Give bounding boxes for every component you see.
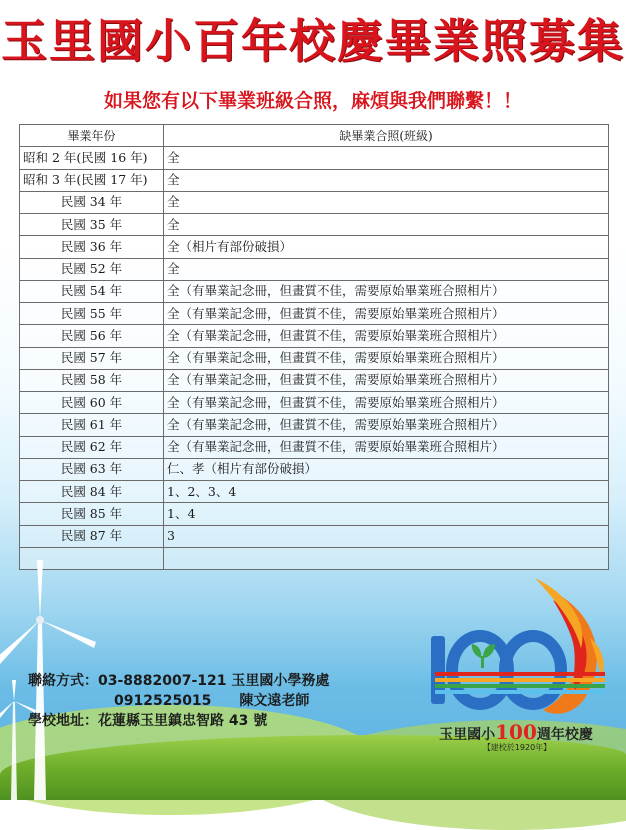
row-classes: 全（有畢業記念冊，但畫質不佳，需要原始畢業班合照相片）	[164, 325, 609, 347]
row-year: 民國 85 年	[20, 503, 164, 525]
row-year: 民國 36 年	[20, 236, 164, 258]
row-classes	[164, 547, 609, 569]
row-classes: 3	[164, 525, 609, 547]
row-classes: 全（有畢業記念冊，但畫質不佳，需要原始畢業班合照相片）	[164, 369, 609, 391]
missing-photos-table	[19, 124, 609, 570]
row-year: 昭和 2 年(民國 16 年)	[20, 147, 164, 169]
table-row	[20, 458, 609, 480]
contact-mobile-row	[28, 691, 329, 711]
row-year: 民國 55 年	[20, 303, 164, 325]
table-row	[20, 369, 609, 391]
row-classes: 全（有畢業記念冊，但畫質不佳，需要原始畢業班合照相片）	[164, 280, 609, 302]
row-year: 民國 54 年	[20, 280, 164, 302]
row-year: 民國 60 年	[20, 392, 164, 414]
header-classes: 缺畢業合照(班級)	[164, 125, 609, 147]
row-year: 民國 34 年	[20, 191, 164, 213]
contact-info	[28, 671, 329, 731]
table-row	[20, 436, 609, 458]
row-year: 昭和 3 年(民國 17 年)	[20, 169, 164, 191]
table-row	[20, 236, 609, 258]
row-year: 民國 61 年	[20, 414, 164, 436]
row-classes: 全	[164, 147, 609, 169]
table-row	[20, 214, 609, 236]
header-year: 畢業年份	[20, 125, 164, 147]
row-year: 民國 63 年	[20, 458, 164, 480]
table-row	[20, 525, 609, 547]
address-label: 學校地址：	[28, 713, 98, 729]
row-year: 民國 62 年	[20, 436, 164, 458]
row-classes: 1、4	[164, 503, 609, 525]
row-classes: 全	[164, 169, 609, 191]
table-row	[20, 147, 609, 169]
poster-subtitle: 如果您有以下畢業班級合照，麻煩與我們聯繫！！	[103, 90, 522, 112]
table-row	[20, 169, 609, 191]
logo-prefix: 玉里國小	[439, 727, 496, 743]
row-classes: 全（有畢業記念冊，但畫質不佳，需要原始畢業班合照相片）	[164, 436, 609, 458]
table-row	[20, 258, 609, 280]
table-row	[20, 280, 609, 302]
table-row	[20, 303, 609, 325]
mobile-value: 0912525015 陳文遠老師	[114, 693, 310, 709]
table-row	[20, 481, 609, 503]
row-classes: 全（相片有部份破損）	[164, 236, 609, 258]
row-classes: 全（有畢業記念冊，但畫質不佳，需要原始畢業班合照相片）	[164, 347, 609, 369]
row-classes: 全（有畢業記念冊，但畫質不佳，需要原始畢業班合照相片）	[164, 392, 609, 414]
table-row	[20, 191, 609, 213]
logo-suffix: 週年校慶	[536, 727, 593, 743]
row-classes: 全	[164, 214, 609, 236]
row-year: 民國 57 年	[20, 347, 164, 369]
table-row	[20, 414, 609, 436]
row-year: 民國 52 年	[20, 258, 164, 280]
row-classes: 全	[164, 191, 609, 213]
address-value: 花蓮縣玉里鎮忠智路 43 號	[98, 713, 268, 729]
row-classes: 1、2、3、4	[164, 481, 609, 503]
contact-address-row	[28, 711, 329, 731]
logo-since: 【建校於1920年】	[482, 743, 552, 752]
row-year: 民國 87 年	[20, 525, 164, 547]
row-year: 民國 84 年	[20, 481, 164, 503]
row-year: 民國 56 年	[20, 325, 164, 347]
contact-phone-row	[28, 671, 329, 691]
row-classes: 全（有畢業記念冊，但畫質不佳，需要原始畢業班合照相片）	[164, 414, 609, 436]
table-header-row	[20, 125, 609, 147]
table-row	[20, 325, 609, 347]
phone-label: 聯絡方式：	[28, 673, 98, 689]
anniversary-logo-icon	[425, 578, 615, 723]
row-year: 民國 35 年	[20, 214, 164, 236]
table-row	[20, 347, 609, 369]
row-classes: 仁、孝（相片有部份破損）	[164, 458, 609, 480]
table-row	[20, 392, 609, 414]
row-classes: 全（有畢業記念冊，但畫質不佳，需要原始畢業班合照相片）	[164, 303, 609, 325]
row-year: 民國 58 年	[20, 369, 164, 391]
table-row	[20, 503, 609, 525]
logo-number: 100	[495, 720, 537, 744]
poster-title: 玉里國小百年校慶畢業照募集	[1, 14, 625, 68]
row-classes: 全	[164, 258, 609, 280]
phone-value: 03-8882007-121 玉里國小學務處	[98, 673, 330, 689]
